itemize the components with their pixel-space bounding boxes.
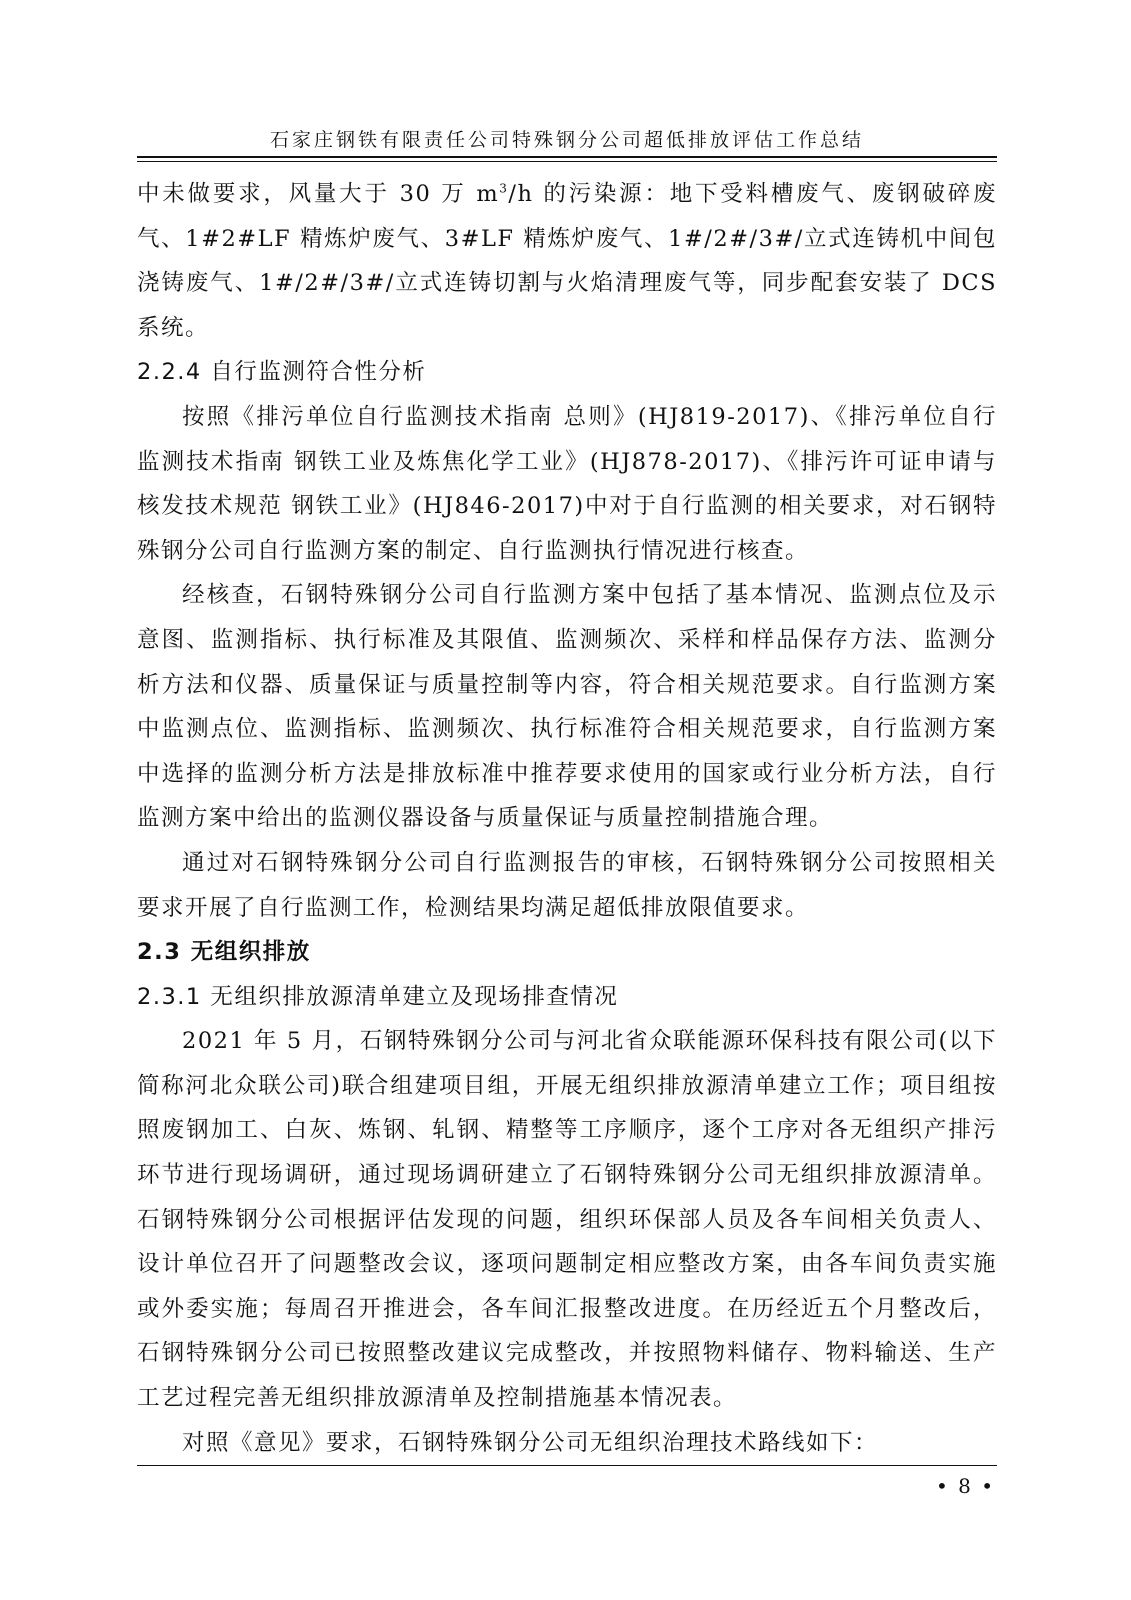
footer-rule [137,1465,997,1466]
paragraph-monitoring-guidelines: 按照《排污单位自行监测技术指南 总则》(HJ819-2017)、《排污单位自行监测技术指南 钢铁工业及炼焦化学工业》(HJ878-2017)、《排污许可证申请与核发技术规范 钢铁工业》(HJ846-2017)中对于自行监测的相关要求，对石钢特殊钢分公司自行监测方案的制定、自行监测执行情况进行核查。 [137,403,997,564]
section-heading-2-3: 2.3 无组织排放 [137,939,311,966]
paragraph-continued [137,172,997,350]
paragraph-text-end: /h 的污染源：地下受料槽废气、废钢破碎废气、1#2#LF 精炼炉废气、3#LF 精炼炉废气、1#/2#/3#/立式连铸机中间包浇铸废气、1#/2#/3#/立式连铸切割与火焰清理废气等，同步配套安装了 DCS 系统。 [137,181,997,341]
paragraph-source-inventory: 2021 年 5 月，石钢特殊钢分公司与河北省众联能源环保科技有限公司(以下简称河北众联公司)联合组建项目组，开展无组织排放源清单建立工作；项目组按照废钢加工、白灰、炼钢、轧钢、精整等工序顺序，逐个工序对各无组织产排污环节进行现场调研，通过现场调研建立了石钢特殊钢分公司无组织排放源清单。石钢特殊钢分公司根据评估发现的问题，组织环保部人员及各车间相关负责人、设计单位召开了问题整改会议，逐项问题制定相应整改方案，由各车间负责实施或外委实施；每周召开推进会，各车间汇报整改进度。在历经近五个月整改后，石钢特殊钢分公司已按照整改建议完成整改，并按照物料储存、物料输送、生产工艺过程完善无组织排放源清单及控制措施基本情况表。 [137,1028,997,1412]
header-rule-thick [137,156,997,158]
running-header: 石家庄钢铁有限责任公司特殊钢分公司超低排放评估工作总结 [269,129,864,151]
paragraph-inspection-result: 经核查，石钢特殊钢分公司自行监测方案中包括了基本情况、监测点位及示意图、监测指标、执行标准及其限值、监测频次、采样和样品保存方法、监测分析方法和仪器、质量保证与质量控制等内容，符合相关规范要求。自行监测方案中监测点位、监测指标、监测频次、执行标准符合相关规范要求，自行监测方案中选择的监测分析方法是排放标准中推荐要求使用的国家或行业分析方法，自行监测方案中给出的监测仪器设备与质量保证与质量控制措施合理。 [137,582,997,832]
document-body [137,172,997,1465]
section-heading-2-3-1: 2.3.1 无组织排放源清单建立及现场排查情况 [137,983,619,1010]
paragraph-text-start: 中未做要求，风量大于 30 万 m [137,181,500,207]
page-number: • 8 • [935,1474,995,1498]
paragraph-technical-route: 对照《意见》要求，石钢特殊钢分公司无组织治理技术路线如下： [182,1429,879,1456]
superscript-cubic: 3 [499,181,509,196]
header-rule-thin [137,161,997,162]
section-heading-2-2-4: 2.2.4 自行监测符合性分析 [137,359,427,386]
paragraph-report-review: 通过对石钢特殊钢分公司自行监测报告的审核，石钢特殊钢分公司按照相关要求开展了自行监测工作，检测结果均满足超低排放限值要求。 [137,849,997,921]
